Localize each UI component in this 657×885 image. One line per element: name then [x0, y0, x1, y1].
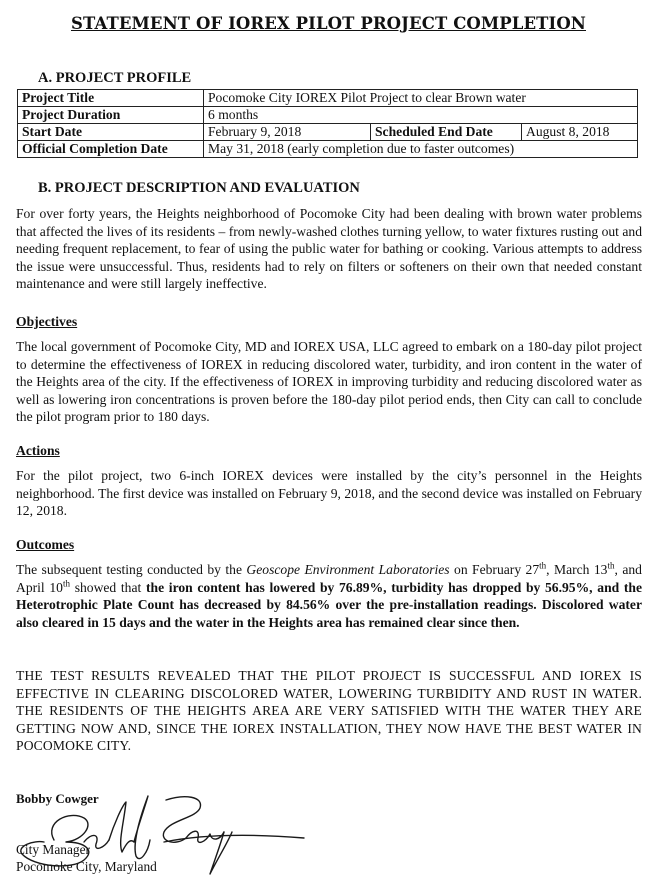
signatory-city: Pocomoke City, Maryland — [16, 859, 157, 874]
outcomes-heading: Outcomes — [16, 537, 75, 552]
completion-date-value: May 31, 2018 (early completion due to faster outcomes) — [204, 141, 638, 158]
table-row — [18, 124, 638, 141]
lab-name: Geoscope Environment Laboratories — [246, 562, 450, 577]
table-row — [18, 90, 638, 107]
completion-date-label: Official Completion Date — [18, 141, 204, 158]
project-title-label: Project Title — [18, 90, 204, 107]
signatory-name: Bobby Cowger — [16, 791, 99, 806]
document-title: STATEMENT OF IOREX PILOT PROJECT COMPLETION — [70, 14, 586, 33]
outcomes-text: showed that — [70, 579, 146, 595]
table-row — [18, 141, 638, 158]
actions-paragraph: For the pilot project, two 6-inch IOREX devices were installed by the city’s personnel in the Heights neighborhood. The first device was installed on February 9, 2018, and the second device was installed on February 12, 2018. — [16, 468, 642, 519]
project-profile-table — [17, 89, 638, 158]
project-duration-value: 6 months — [204, 107, 638, 124]
conclusion-paragraph: THE TEST RESULTS REVEALED THAT THE PILOT PROJECT IS SUCCESSFUL AND IOREX IS EFFECTIVE IN CLEARING DISCOLORED WATER, LOWERING TURBIDITY AND RUST IN WATER. THE RESIDENTS OF THE HEIGHTS AREA ARE VERY SATISFIED WITH THE WATER THEY ARE GETTING NOW AND, SINCE THE IOREX INSTALLATION, THEY NOW HAVE THE BEST WATER IN POCOMOKE CITY. — [16, 668, 642, 754]
section-b-heading: B. PROJECT DESCRIPTION AND EVALUATION — [38, 180, 360, 196]
outcomes-text: , March 13 — [546, 562, 608, 577]
outcomes-text: The subsequent testing conducted by the — [16, 562, 247, 577]
ordinal-suffix: th — [539, 560, 547, 571]
table-row — [18, 107, 638, 124]
objectives-heading: Objectives — [16, 314, 78, 329]
intro-paragraph: For over forty years, the Heights neighborhood of Pocomoke City had been dealing with brown water problems that affected the lives of its residents – from newly-washed clothes turning yellow, to water fixtures rusting out and needing frequent replacement, to fear of using the public water for bathing or cooking. Various attempts to address the issue were unsuccessful. Thus, residents had to rely on filters or softeners on their own that needed constant maintenance and were still largely ineffective. — [16, 206, 642, 292]
start-date-label: Start Date — [18, 124, 204, 141]
outcomes-results: the iron content has lowered by 76.89%, turbidity has dropped by 56.95%, and the Heterotrophic Plate Count has decreased by 84.56% over the pre-installation readings. Discolored water also cleared in 15 days and the water in the Heights area has remained clear since then. — [16, 579, 642, 630]
project-duration-label: Project Duration — [18, 107, 204, 124]
end-date-label: Scheduled End Date — [371, 124, 522, 141]
ordinal-suffix: th — [62, 578, 70, 589]
outcomes-text: , and April 10 — [16, 562, 642, 595]
project-title-value: Pocomoke City IOREX Pilot Project to clear Brown water — [204, 90, 638, 107]
objectives-paragraph: The local government of Pocomoke City, MD and IOREX USA, LLC agreed to embark on a 180-day pilot project to determine the effectiveness of IOREX in reducing discolored water, turbidity, and iron content in the water of the Heights area of the city. If the effectiveness of IOREX in improving turbidity and reducing discolored water as well as lowering iron concentrations is proven before the 180-day pilot period ends, then City can call to conclude the pilot program prior to 180 days. — [16, 339, 642, 425]
outcomes-text: on February 27 — [449, 562, 540, 577]
section-a-heading: A. PROJECT PROFILE — [38, 70, 192, 86]
start-date-value: February 9, 2018 — [204, 124, 371, 141]
outcomes-paragraph — [16, 561, 642, 631]
end-date-value: August 8, 2018 — [522, 124, 638, 141]
actions-heading: Actions — [16, 443, 60, 458]
ordinal-suffix: th — [607, 560, 615, 571]
signatory-title: City Manager — [16, 842, 91, 857]
